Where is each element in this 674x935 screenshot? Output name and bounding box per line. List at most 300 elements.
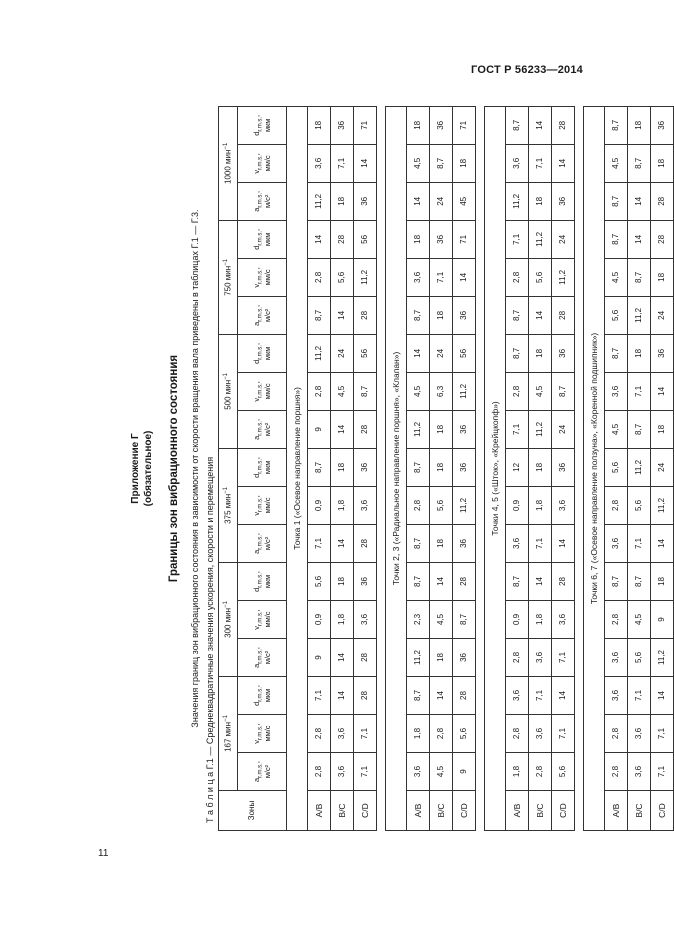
value-cell: 2,8 [529,753,552,791]
value-cell: 7,1 [506,220,529,258]
value-cell: 11,2 [552,258,575,296]
value-cell: 2,8 [308,753,331,791]
value-cell: 1,8 [331,486,354,524]
value-cell: 36 [552,448,575,486]
document-standard-number: ГОСТ Р 56233—2014 [471,64,583,76]
value-cell: 71 [354,106,377,144]
unit-header: $v_{r.m.s.}$, мм/с [238,486,287,524]
unit-header: $d_{r.m.s.}$, мкм [238,562,287,600]
value-cell: 8,7 [506,562,529,600]
unit-header: $v_{r.m.s.}$, мм/с [238,372,287,410]
value-cell: 36 [453,410,476,448]
unit-label: мм/с [262,269,272,286]
vibration-zones-table [218,106,674,831]
value-cell: 24 [552,410,575,448]
value-cell: 4,5 [407,144,430,182]
value-cell: 36 [651,334,674,372]
value-cell: 7,1 [354,753,377,791]
value-cell: 3,6 [354,486,377,524]
value-cell: 7,1 [529,524,552,562]
value-cell: 3,6 [628,753,651,791]
value-cell: 8,7 [506,334,529,372]
section-spacer [377,106,386,830]
unit-symbol: v [251,511,261,516]
value-cell: 24 [331,334,354,372]
appendix-label: Приложение Г [130,433,141,504]
value-cell: 3,6 [605,676,628,714]
unit-header: $v_{r.m.s.}$, мм/с [238,258,287,296]
table-row [605,106,628,830]
unit-subscript: r.m.s. [257,155,264,170]
value-cell: 7,1 [628,524,651,562]
value-cell: 14 [331,524,354,562]
unit-symbol: a [251,663,261,668]
unit-label: мм/с [262,725,272,742]
value-cell: 3,6 [506,676,529,714]
unit-symbol: v [251,397,261,402]
speed-header [219,562,238,676]
value-cell: 1,8 [331,600,354,638]
value-cell: 0,9 [308,600,331,638]
value-cell: 18 [529,448,552,486]
unit-label: м/с² [262,194,272,208]
value-cell: 7,1 [651,715,674,753]
value-cell: 4,5 [605,410,628,448]
unit-subscript: r.m.s. [257,269,264,284]
value-cell: 18 [651,144,674,182]
value-cell: 5,6 [453,715,476,753]
unit-symbol: d [251,473,261,478]
value-cell: 18 [651,410,674,448]
value-cell: 5,6 [605,448,628,486]
value-cell: 28 [552,106,575,144]
value-cell: 8,7 [430,144,453,182]
value-cell: 2,8 [308,715,331,753]
zone-cell: C/D [651,791,674,831]
section-title: Точки 6, 7 («Осевое направление ползуна», «Коренной подшипник») [584,106,605,830]
section-title: Точки 4, 5 («Шток», «Крейцкопф») [485,106,506,830]
value-cell: 28 [552,562,575,600]
value-cell: 0,9 [506,486,529,524]
unit-header: $d_{r.m.s.}$, мкм [238,220,287,258]
value-cell: 11,2 [407,410,430,448]
value-cell: 11,2 [628,296,651,334]
value-cell: 8,7 [628,410,651,448]
value-cell: 4,5 [628,600,651,638]
value-cell: 3,6 [552,600,575,638]
value-cell: 3,6 [529,715,552,753]
value-cell: 28 [354,524,377,562]
value-cell: 8,7 [628,562,651,600]
value-cell: 18 [628,106,651,144]
value-cell: 8,7 [453,600,476,638]
value-cell: 28 [651,220,674,258]
unit-subscript: r.m.s. [257,345,264,360]
value-cell: 24 [651,296,674,334]
value-cell: 4,5 [331,372,354,410]
value-cell: 18 [430,296,453,334]
zone-cell: B/C [529,791,552,831]
unit-label: мкм [262,460,272,475]
table-row [354,106,377,830]
unit-label: мкм [262,232,272,247]
value-cell: 36 [453,638,476,676]
value-cell: 11,2 [651,486,674,524]
value-cell: 36 [552,334,575,372]
unit-symbol: v [251,169,261,174]
unit-symbol: v [251,625,261,630]
value-cell: 14 [651,524,674,562]
table-row [651,106,674,830]
value-cell: 36 [331,106,354,144]
unit-symbol: a [251,207,261,212]
unit-subscript: r.m.s. [257,573,264,588]
value-cell: 14 [430,676,453,714]
table-row [453,106,476,830]
value-cell: 7,1 [354,715,377,753]
value-cell: 18 [453,144,476,182]
intro-text: Значения границ зон вибрационного состояния в зависимости от скорости вращения вала приведены в таблицах Г.1 — Г.3. [190,209,200,728]
value-cell: 5,6 [529,258,552,296]
table-row [331,106,354,830]
unit-subscript: r.m.s. [257,421,264,436]
value-cell: 28 [552,296,575,334]
unit-subscript: r.m.s. [257,383,264,398]
value-cell: 11,2 [308,334,331,372]
value-cell: 18 [331,562,354,600]
unit-symbol: d [251,359,261,364]
unit-label: м/с² [262,764,272,779]
unit-header: $a_{r.m.s.}$, м/с² [238,524,287,562]
unit-header: $a_{r.m.s.}$, м/с² [238,638,287,676]
value-cell: 5,6 [331,258,354,296]
value-cell: 36 [453,448,476,486]
value-cell: 18 [651,562,674,600]
value-cell: 7,1 [552,638,575,676]
value-cell: 9 [651,600,674,638]
speed-label: 1000 мин [223,149,233,184]
value-cell: 4,5 [605,258,628,296]
value-cell: 14 [628,182,651,220]
value-cell: 2,8 [605,753,628,791]
value-cell: 2,8 [506,715,529,753]
unit-subscript: r.m.s. [257,497,264,512]
value-cell: 8,7 [605,334,628,372]
unit-label: м/с² [262,650,272,665]
unit-label: мкм [262,688,272,703]
value-cell: 56 [453,334,476,372]
unit-subscript: r.m.s. [257,459,264,474]
value-cell: 24 [552,220,575,258]
value-cell: 2,8 [430,715,453,753]
value-cell: 14 [331,676,354,714]
value-cell: 2,8 [605,486,628,524]
section-spacer [575,106,584,830]
value-cell: 14 [407,334,430,372]
section-row [386,106,407,830]
value-cell: 14 [354,144,377,182]
value-cell: 7,1 [430,258,453,296]
value-cell: 8,7 [407,524,430,562]
value-cell: 14 [552,524,575,562]
value-cell: 1,8 [529,600,552,638]
value-cell: 4,5 [430,753,453,791]
speed-header [219,106,238,220]
value-cell: 28 [354,296,377,334]
value-cell: 2,8 [308,372,331,410]
value-cell: 28 [354,638,377,676]
value-cell: 3,6 [506,524,529,562]
section-row [584,106,605,830]
unit-symbol: a [251,435,261,440]
value-cell: 2,8 [506,372,529,410]
value-cell: 8,7 [605,562,628,600]
unit-symbol: v [251,283,261,288]
unit-label: мм/с [262,497,272,514]
value-cell: 3,6 [407,753,430,791]
value-cell: 9 [453,753,476,791]
value-cell: 0,9 [308,486,331,524]
value-cell: 36 [354,182,377,220]
value-cell: 14 [552,144,575,182]
value-cell: 18 [651,258,674,296]
zone-cell: B/C [628,791,651,831]
value-cell: 11,2 [453,372,476,410]
table-row [430,106,453,830]
value-cell: 3,6 [605,524,628,562]
unit-label: м/с² [262,536,272,551]
unit-subscript: r.m.s. [257,192,264,208]
value-cell: 4,5 [605,144,628,182]
unit-header-row [238,106,287,830]
value-cell: 0,9 [506,600,529,638]
speed-exponent: −1 [222,258,229,266]
value-cell: 28 [651,182,674,220]
value-cell: 3,6 [628,715,651,753]
value-cell: 18 [430,524,453,562]
value-cell: 18 [529,334,552,372]
value-cell: 36 [651,106,674,144]
unit-header: $d_{r.m.s.}$, мкм [238,676,287,714]
value-cell: 36 [430,106,453,144]
value-cell: 2,3 [407,600,430,638]
rotated-page-content [130,96,667,841]
unit-subscript: r.m.s. [257,535,264,550]
unit-header: $v_{r.m.s.}$, мм/с [238,715,287,753]
value-cell: 11,2 [628,448,651,486]
value-cell: 4,5 [529,372,552,410]
value-cell: 14 [407,182,430,220]
speed-exponent: −1 [222,715,229,722]
value-cell: 7,1 [628,676,651,714]
section-spacer [476,106,485,830]
value-cell: 18 [331,448,354,486]
zone-cell: A/B [605,791,628,831]
unit-subscript: r.m.s. [257,611,264,626]
value-cell: 36 [430,220,453,258]
value-cell: 18 [308,106,331,144]
value-cell: 2,8 [605,600,628,638]
value-cell: 8,7 [628,144,651,182]
unit-subscript: r.m.s. [257,649,264,664]
value-cell: 71 [453,106,476,144]
value-cell: 14 [529,296,552,334]
speed-header [219,448,238,562]
unit-header: $a_{r.m.s.}$, м/с² [238,753,287,791]
unit-header: $v_{r.m.s.}$, мм/с [238,600,287,638]
value-cell: 7,1 [331,144,354,182]
value-cell: 3,6 [506,144,529,182]
zone-header: Зоны [219,791,287,831]
value-cell: 8,7 [628,258,651,296]
value-cell: 5,6 [552,753,575,791]
value-cell: 28 [354,676,377,714]
unit-subscript: r.m.s. [257,687,264,702]
unit-label: мкм [262,346,272,361]
value-cell: 56 [354,334,377,372]
table-row [506,106,529,830]
value-cell: 8,7 [407,562,430,600]
speed-exponent: −1 [222,601,229,608]
value-cell: 6,3 [430,372,453,410]
value-cell: 14 [453,258,476,296]
value-cell: 14 [529,562,552,600]
unit-symbol: v [251,740,261,744]
unit-subscript: r.m.s. [257,725,264,741]
value-cell: 11,2 [407,638,430,676]
table-row [529,106,552,830]
speed-label: 500 мин [223,379,233,410]
speed-header [219,220,238,334]
speed-header [219,334,238,448]
value-cell: 7,1 [308,676,331,714]
speed-label: 300 мин [223,607,233,638]
value-cell: 18 [430,410,453,448]
value-cell: 36 [453,296,476,334]
speed-label: 375 мин [223,493,233,524]
value-cell: 11,2 [529,410,552,448]
value-cell: 9 [308,410,331,448]
value-cell: 24 [651,448,674,486]
value-cell: 3,6 [331,715,354,753]
unit-symbol: d [251,131,261,136]
section-row [287,106,308,830]
spacer-cell [377,106,386,830]
value-cell: 8,7 [506,106,529,144]
unit-header: $a_{r.m.s.}$, м/с² [238,296,287,334]
value-cell: 18 [331,182,354,220]
unit-symbol: d [251,245,261,250]
zone-cell: A/B [506,791,529,831]
zone-cell: C/D [552,791,575,831]
unit-header: $d_{r.m.s.}$, мкм [238,106,287,144]
value-cell: 5,6 [605,296,628,334]
value-cell: 7,1 [529,144,552,182]
value-cell: 11,2 [453,486,476,524]
table-row [552,106,575,830]
section-row [485,106,506,830]
value-cell: 5,6 [430,486,453,524]
value-cell: 11,2 [529,220,552,258]
value-cell: 12 [506,448,529,486]
value-cell: 14 [308,220,331,258]
value-cell: 18 [430,448,453,486]
value-cell: 14 [331,410,354,448]
value-cell: 8,7 [354,372,377,410]
unit-subscript: r.m.s. [257,231,264,246]
unit-label: м/с² [262,422,272,437]
value-cell: 3,6 [354,600,377,638]
value-cell: 24 [430,182,453,220]
value-cell: 45 [453,182,476,220]
speed-header-row [219,106,238,830]
value-cell: 2,8 [506,638,529,676]
unit-header: $a_{r.m.s.}$, м/с² [238,410,287,448]
unit-subscript: r.m.s. [257,763,264,778]
unit-symbol: d [251,701,261,706]
value-cell: 14 [651,372,674,410]
unit-label: мкм [262,118,272,133]
unit-label: мм/с [262,155,272,172]
value-cell: 11,2 [308,182,331,220]
value-cell: 7,1 [552,715,575,753]
speed-label: 750 мин [223,265,233,296]
value-cell: 3,6 [552,486,575,524]
spacer-cell [575,106,584,830]
value-cell: 8,7 [552,372,575,410]
speed-label: 167 мин [223,721,233,752]
value-cell: 8,7 [407,296,430,334]
unit-header: $v_{r.m.s.}$, мм/с [238,144,287,182]
appendix-status: (обязательное) [143,430,154,507]
zone-cell: A/B [308,791,331,831]
table-row [628,106,651,830]
value-cell: 14 [529,106,552,144]
unit-symbol: a [251,321,261,326]
value-cell: 2,8 [308,258,331,296]
value-cell: 7,1 [308,524,331,562]
value-cell: 14 [628,220,651,258]
value-cell: 11,2 [506,182,529,220]
value-cell: 2,8 [605,715,628,753]
unit-symbol: a [251,777,261,782]
value-cell: 56 [354,220,377,258]
section-title: Точка 1 («Осевое направление поршня») [287,106,308,830]
unit-label: мкм [262,574,272,589]
value-cell: 5,6 [628,638,651,676]
value-cell: 1,8 [506,753,529,791]
value-cell: 8,7 [407,676,430,714]
speed-header [219,676,238,790]
unit-label: мм/с [262,383,272,400]
unit-header: $d_{r.m.s.}$, мкм [238,448,287,486]
value-cell: 3,6 [605,638,628,676]
value-cell: 3,6 [529,638,552,676]
value-cell: 28 [453,562,476,600]
value-cell: 14 [331,638,354,676]
value-cell: 14 [651,676,674,714]
value-cell: 7,1 [506,410,529,448]
value-cell: 36 [354,448,377,486]
speed-exponent: −1 [222,487,229,494]
zone-cell: A/B [407,791,430,831]
value-cell: 5,6 [308,562,331,600]
zone-cell: C/D [453,791,476,831]
value-cell: 36 [354,562,377,600]
value-cell: 7,1 [529,676,552,714]
value-cell: 1,8 [407,715,430,753]
value-cell: 36 [552,182,575,220]
